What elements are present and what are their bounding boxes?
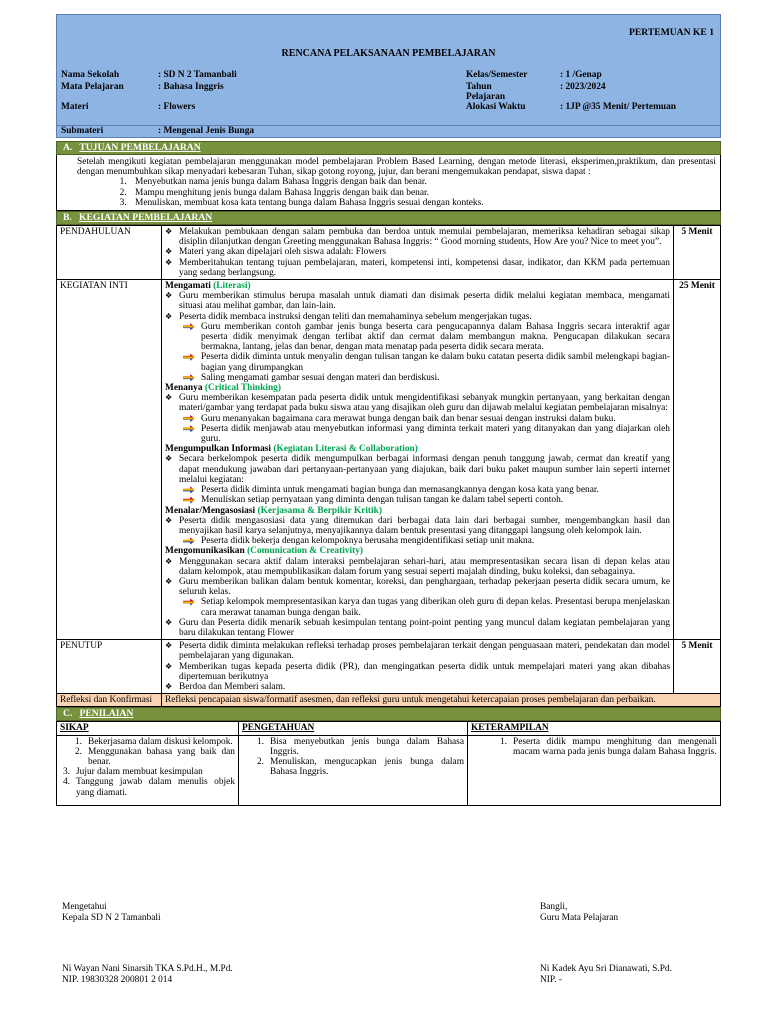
section-c-heading: C. PENILAIAN	[56, 707, 721, 721]
section-b-title: KEGIATAN PEMBELAJARAN	[79, 212, 213, 224]
assessment-content-row	[57, 735, 721, 805]
principal-nip: NIP. 19830328 200801 2 014	[62, 975, 173, 985]
list-item: ❖ Menggunakan secara aktif dalam interaksi pembelajaran sehari-hari, atau mempresentasikan secara lisan di depan kelas atau dalam kelompok, atau mempublikasikan dalam forum yang sesuai seperti majalah dinding, buku koleksi, dan sebagainya.	[165, 557, 670, 577]
list-item: ❖ Berdoa dan Memberi salam.	[165, 682, 670, 692]
class-value: : 1 /Genap	[560, 70, 602, 80]
class-label: Kelas/Semester	[466, 70, 528, 80]
signature-right	[540, 902, 618, 924]
list-item: 1. Peserta didik mampu menghitung dan mengenali macam warna pada jenis bunga dalam Bahasa Inggris.	[499, 736, 717, 757]
subject-value: : Bahasa Inggris	[158, 82, 224, 92]
objective-item: 2. Mampu menghitung jenis bunga dalam Bahasa Inggris dengan baik dan benar.	[129, 188, 716, 198]
time-value: : 1JP @35 Menit/ Pertemuan	[560, 102, 676, 112]
section-c-title: PENILAIAN	[79, 708, 134, 720]
year-label: Tahun	[466, 82, 492, 92]
signatory-right	[540, 964, 672, 986]
row-kegiatan-inti	[57, 280, 721, 640]
stage-mengamati: Mengamati (Literasi)	[165, 281, 251, 292]
list-item: ❖ Melakukan pembukaan dengan salam pembuka dan berdoa untuk memulai pembelajaran, memeriksa kehadiran sebagai sikap disiplin dilanjutkan dengan Greeting menggunakan Bahasa Inggris: “ Good morning students, How Are you? Nice to meet you”.	[165, 227, 670, 247]
list-item: ❖ Guru memberikan balikan dalam bentuk komentar, koreksi, dan penghargaan, terhadap pekerjaan peserta didik secara umum, ke seluruh kelas.	[165, 577, 670, 597]
list-item: Peserta didik menjawab atau menyebutkan informasi yang diminta terkait materi yang ditanyakan dan yang diajarkan oleh guru.	[165, 424, 670, 444]
time-label: Alokasi Waktu	[466, 102, 526, 112]
stage-mengomunikasikan: Mengomunikasikan (Comunication & Creativity)	[165, 546, 364, 557]
stage-menanya: Menanya (Critical Thinking)	[165, 383, 281, 394]
list-item: Guru memberikan contoh gambar jenis bunga beserta cara pengucapannya dalam Bahasa Inggris secara interaktif agar peserta didik menyimak dengan terlibat aktif dan cermat dalam membangun makna. Pengucapan dilakukan secara bermakna, lantang, jelas dan benar, dengan mata menatap pada peserta didik secara merata.	[165, 322, 670, 353]
list-item: ❖ Memberitahukan tentang tujuan pembelajaran, materi, kompetensi inti, kompetensi dasar, indikator, dan KKM pada pertemuan yang sedang berlangsung.	[165, 258, 670, 278]
row-pendahuluan	[57, 226, 721, 280]
section-a-heading: A. TUJUAN PEMBELAJARAN	[56, 141, 721, 155]
activities-table	[56, 225, 721, 707]
document-header	[56, 14, 721, 126]
pengetahuan-header: PENGETAHUAN	[239, 722, 468, 735]
document-title: RENCANA PELAKSANAAN PEMBELAJARAN	[281, 48, 496, 59]
list-item: ❖ Peserta didik mengasosiasi data yang ditemukan dari berbagai data lain dari berbagai sumber, mengembangkan hasil dan menyajikan hasil karya selanjutnya, menyajikannya dalam bentuk presentasi yang ditanggapi langsung oleh kelompok lain.	[165, 516, 670, 536]
sign-left-line2: Kepala SD N 2 Tamanbali	[62, 913, 161, 923]
list-item: 3. Jujur dalam membuat kesimpulan	[62, 767, 203, 778]
stage-mengumpulkan: Mengumpulkan Informasi (Kegiatan Literasi & Collaboration)	[165, 444, 418, 455]
sikap-header: SIKAP	[57, 722, 239, 735]
list-item: 2. Menuliskan, mengucapkan jenis bunga dalam Bahasa Inggris.	[256, 756, 464, 778]
teacher-nip: NIP. -	[540, 975, 562, 985]
list-item: Peserta didik diminta untuk menyalin dengan tulisan tangan ke dalam buku catatan peserta didik sambil melengkapi bagian-bagian yang dirumpangkan	[165, 352, 670, 372]
list-item: ❖ Guru dan Peserta didik menarik sebuah kesimpulan tentang point-point penting yang muncul dalam kegiatan pembelajaran yang baru dilakukan tentang Flower	[165, 618, 670, 638]
assessment-table	[56, 721, 721, 805]
year-value: : 2023/2024	[560, 82, 606, 92]
objectives-list	[77, 177, 716, 208]
sikap-list	[57, 735, 239, 805]
list-item: 1. Bisa menyebutkan jenis bunga dalam Bahasa Inggris.	[256, 736, 464, 757]
material-label: Materi	[61, 102, 89, 112]
school-label: Nama Sekolah	[61, 70, 120, 80]
list-item: ❖ Materi yang akan dipelajari oleh siswa adalah: Flowers	[165, 247, 670, 257]
material-value: : Flowers	[158, 102, 196, 112]
list-item: 4. Tanggung jawab dalam menulis objek yang diamati.	[62, 777, 235, 798]
row-refleksi	[57, 694, 721, 707]
section-b-heading: B. KEGIATAN PEMBELAJARAN	[56, 211, 721, 225]
inti-time: 25 Menit	[674, 280, 721, 640]
learning-objectives	[56, 155, 721, 211]
objectives-intro: Setelah mengikuti kegiatan pembelajaran menggunakan model pembelajaran Problem Based Learning, dengan metode literasi, eksperimen,praktikum, dan presentasi dengan menumbuhkan sikap menyadari kebesaran Tuhan, sikap gotong royong, jujur, dan berani mengemukakan pendapat, siswa dapat :	[77, 157, 716, 178]
year-label-2: Pelajaran	[466, 92, 506, 102]
lesson-plan-page	[56, 14, 721, 806]
subject-label: Mata Pelajaran	[61, 82, 124, 92]
assessment-header-row	[57, 722, 721, 735]
stage-menalar: Menalar/Mengasosiasi (Kerjasama & Berpikir Kritik)	[165, 505, 382, 516]
refleksi-label: Refleksi dan Konfirmasi	[57, 694, 162, 707]
list-item: Setiap kelompok mempresentasikan karya dan tugas yang diberikan oleh guru di depan kelas. Presentasi berupa menjelaskan cara merawat tanaman bunga dengan baik.	[165, 597, 670, 617]
penutup-label: PENUTUP	[57, 640, 162, 694]
list-item: Saling mengamati gambar sesuai dengan materi dan berdiskusi.	[165, 373, 670, 383]
info-row-school	[61, 70, 716, 82]
submaterial-label: Submateri	[61, 126, 104, 136]
submaterial-row	[56, 126, 721, 138]
school-value: : SD N 2 Tamanbali	[158, 70, 237, 80]
list-item: ❖ Memberikan tugas kepada peserta didik (PR), dan mengingatkan peserta didik untuk mempelajari materi yang akan dibahas dipertemuan berikutnya	[165, 662, 670, 682]
list-item: Menuliskan setiap pernyataan yang diminta dengan tulisan tangan ke dalam tabel seperti contoh.	[165, 495, 670, 505]
inti-content	[162, 280, 674, 640]
teacher-name: Ni Kadek Ayu Sri Dianawati, S.Pd.	[540, 964, 672, 974]
objective-item: 3. Menuliskan, membuat kosa kata tentang bunga dalam Bahasa Inggris sesuai dengan konteks.	[129, 198, 716, 208]
refleksi-text: Refleksi pencapaian siswa/formatif asesmen, dan refleksi guru untuk mengetahui ketercapaian proses pembelajaran dan perbaikan.	[162, 694, 721, 707]
keterampilan-header: KETERAMPILAN	[468, 722, 721, 735]
penutup-time: 5 Menit	[674, 640, 721, 694]
signatory-left	[62, 964, 233, 986]
submaterial-value: : Mengenal Jenis Bunga	[158, 126, 255, 136]
principal-name: Ni Wayan Nani Sinarsih TKA S.Pd.H., M.Pd.	[62, 964, 233, 974]
list-item: ❖ Peserta didik diminta melakukan refleksi terhadap proses pembelajaran terkait dengan penguasaan materi, pendekatan dan model pembelajaran yang digunakan.	[165, 641, 670, 661]
signature-left	[62, 902, 161, 924]
sign-right-line2: Guru Mata Pelajaran	[540, 913, 619, 923]
pendahuluan-time: 5 Menit	[674, 226, 721, 280]
sign-right-line1: Bangli,	[540, 902, 568, 912]
pendahuluan-label: PENDAHULUAN	[57, 226, 162, 280]
sign-left-line1: Mengetahui	[62, 902, 107, 912]
list-item: Guru menanyakan bagaimana cara merawat bunga dengan baik dan benar sesuai dengan instruksi dalam buku.	[165, 414, 670, 424]
list-item: 1. Bekerjasama dalam diskusi kelompok.	[74, 736, 233, 747]
list-item: ❖ Guru memberikan stimulus berupa masalah untuk diamati dan disimak peserta didik melalui kegiatan membaca, mengamati situasi atau melihat gambar, dan lain-lain.	[165, 291, 670, 311]
pendahuluan-content	[162, 226, 674, 280]
meeting-number: PERTEMUAN KE 1	[629, 27, 714, 38]
section-a-title: TUJUAN PEMBELAJARAN	[79, 142, 201, 153]
list-item: 2. Menggunakan bahasa yang baik dan benar.	[74, 746, 235, 767]
row-penutup	[57, 640, 721, 694]
objective-item: 1. Menyebutkan nama jenis bunga dalam Bahasa Inggris dengan baik dan benar.	[129, 177, 716, 187]
list-item: ❖ Guru memberikan kesempatan pada peserta didik untuk mengidentifikasi sebanyak mungkin pertanyaan, yang berkaitan dengan materi/gambar yang terdapat pada buku siswa atau yang disajikan oleh guru dan dijawab melalui kegiatan pembelajaran misalnya:	[165, 393, 670, 413]
list-item: Peserta didik bekerja dengan kelompoknya berusaha mengidentifikasi setiap unit makna.	[165, 536, 670, 546]
info-row-material	[61, 102, 716, 114]
penutup-content	[162, 640, 674, 694]
keterampilan-list	[468, 735, 721, 805]
list-item: Peserta didik diminta untuk mengamati bagian bunga dan memasangkannya dengan kosa kata yang benar.	[165, 485, 670, 495]
list-item: ❖ Peserta didik membaca instruksi dengan teliti dan memahaminya sebelum mengerjakan tugas.	[165, 312, 670, 322]
list-item: ❖ Secara berkelompok peserta didik mengumpulkan berbagai informasi dengan penuh tanggung jawab, cermat dan kreatif yang dapat mendukung jawaban dari pertanyaan-pertanyaan yang diajukan, baik dari buku paket maupun sumber lain seperti internet melalui kegiatan:	[165, 454, 670, 485]
pengetahuan-list	[239, 735, 468, 805]
inti-label: KEGIATAN INTI	[57, 280, 162, 640]
